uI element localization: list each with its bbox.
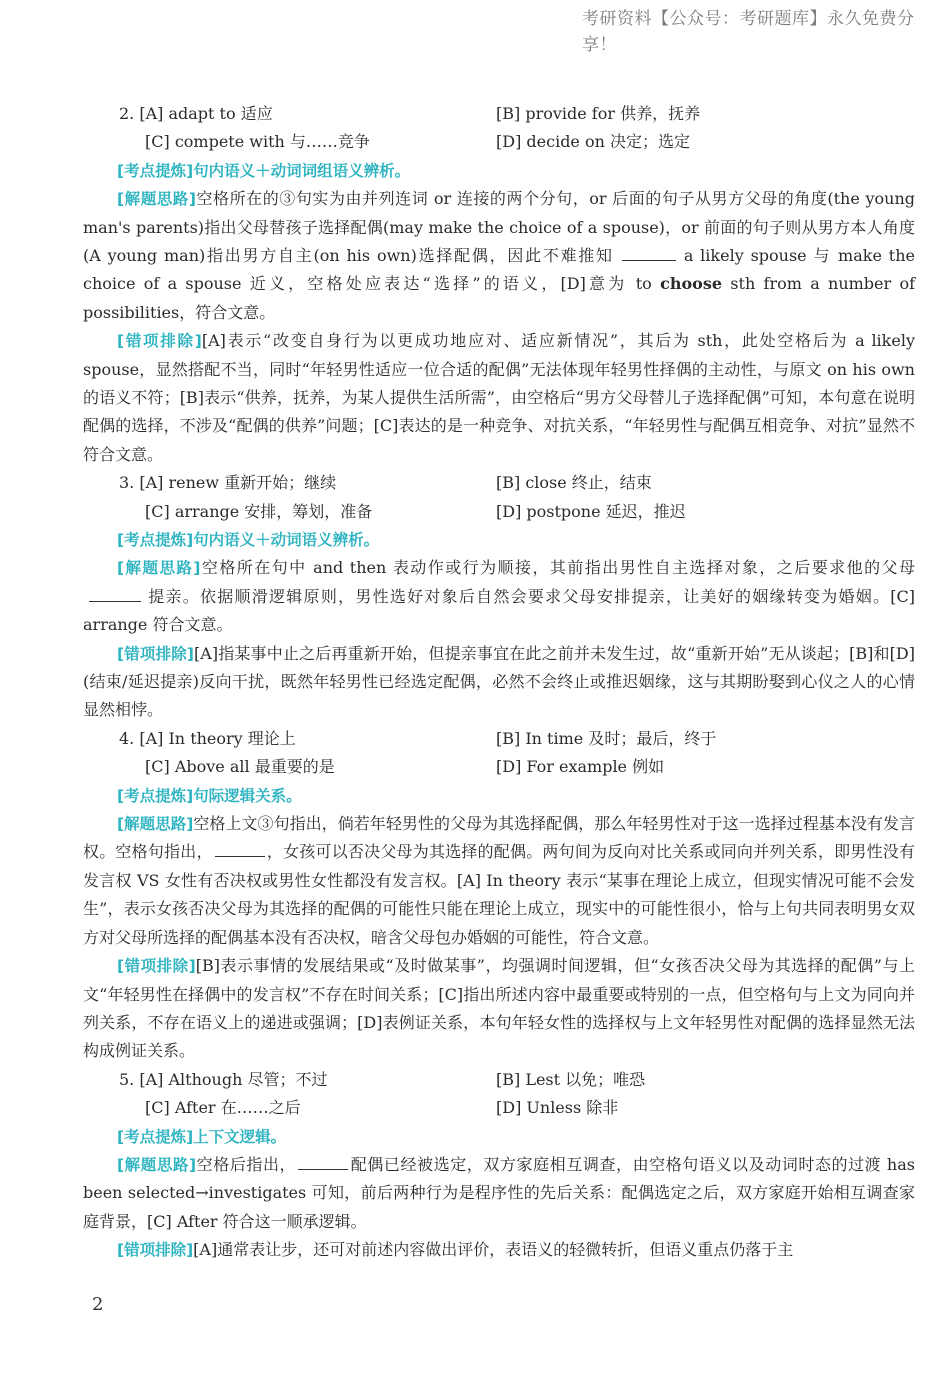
- option-d: [D] Unless 除非: [496, 1098, 619, 1118]
- jieti-text: 配偶已经被选定，双方家庭相互调查，由空格句语义以及动词时态的过渡 has been selected→investigates 可知，前后两种行为是程序性的先后关系：配偶选定之后，双方家庭开始相互调查家庭背景，[C] After 符合这一顺承逻辑。: [83, 1154, 915, 1231]
- watermark: 考研资料【公众号：考研题库】永久免费分享！: [582, 9, 915, 55]
- kaodian-text: 句内语义＋动词词组语义辨析。: [193, 161, 411, 180]
- kaodian-section: [83, 157, 915, 185]
- cuoxiang-tag: [错项排除]: [117, 644, 195, 663]
- option-b: [B] In time 及时；最后，终于: [496, 728, 717, 748]
- option-b: [B] close 终止，结束: [496, 473, 652, 493]
- answer-blank: [215, 842, 265, 857]
- kaodian-tag: [考点提炼]: [117, 1127, 194, 1146]
- kaodian-section: [83, 526, 915, 554]
- answer-blank: [298, 1155, 348, 1170]
- cuoxiang-tag: [错项排除]: [117, 1241, 194, 1260]
- kaodian-tag: [考点提炼]: [117, 161, 194, 180]
- page-number: 2: [92, 1294, 104, 1315]
- jieti-text: 空格所在句中 and then 表动作或行为顺接，其前指出男性自主选择对象，之后要求他的父母: [200, 558, 915, 578]
- question-5-options-row1: [83, 1066, 915, 1094]
- cuoxiang-section: [83, 952, 915, 1066]
- option-a: 5. [A] Although 尽管；不过: [119, 1069, 328, 1089]
- answer-blank: [89, 587, 141, 602]
- kaodian-tag: [考点提炼]: [117, 786, 194, 805]
- jieti-section: [83, 810, 915, 952]
- question-3-options-row2: [83, 498, 915, 526]
- option-a: 4. [A] In theory 理论上: [119, 728, 296, 748]
- jieti-tag: [解题思路]: [117, 190, 196, 209]
- kaodian-text: 句内语义＋动词语义辨析。: [193, 531, 380, 550]
- jieti-section: [83, 554, 915, 639]
- question-5-options-row2: [83, 1094, 915, 1122]
- jieti-text: ，女孩可以否决父母为其选择的配偶。两句间为反向对比关系或同向并列关系，即男性没有发言权 VS 女性有否决权或男性女性都没有发言权。[A] In theory 表示“某事在理论上成立，但现实情况可能不会发生”，表示女孩否决父母为其选择的配偶的可能性只能在理论上成立，现实中的可能性很小，恰与上句共同表明男女双方对父母所选择的配偶基本没有否决权，暗含父母包办婚姻的可能性，符合文意。: [83, 842, 915, 947]
- option-c: [C] Above all 最重要的是: [145, 757, 335, 777]
- answer-blank: [622, 246, 676, 261]
- jieti-tag: [解题思路]: [117, 1155, 197, 1174]
- jieti-text: 空格上文③句指出，倘若年轻男性的父母为其选择配偶，那么年轻男性对于这一选择过程基本没有发言权。空格句指出，: [83, 814, 915, 862]
- question-3-options-row1: [83, 469, 915, 497]
- jieti-section: [83, 1151, 915, 1236]
- option-d: [D] decide on 决定；选定: [496, 132, 691, 152]
- cuoxiang-section: [83, 327, 915, 469]
- option-d: [D] For example 例如: [496, 757, 665, 777]
- jieti-text: sth from a number of possibilities，符合文意。: [83, 274, 915, 322]
- cuoxiang-text: [A]通常表让步，还可对前述内容做出评价，表语义的轻微转折，但语义重点仍落于主: [193, 1240, 794, 1260]
- question-2-options-row1: [83, 100, 915, 128]
- option-d: [D] postpone 延迟，推迟: [496, 501, 686, 521]
- option-b: [B] provide for 供养，抚养: [496, 104, 701, 123]
- cuoxiang-text: [B]表示事情的发展结果或“及时做某事”，均强调时间逻辑，但“女孩否决父母为其选择的配偶”与上文“年轻男性在择偶中的发言权”不存在时间关系；[C]指出所述内容中最重要或特别的一点，但空格句与上文为同向并列关系，不存在语义上的递进或强调；[D]表例证关系，本句年轻女性的选择权与上文年轻男性对配偶的选择显然无法构成例证关系。: [83, 956, 916, 1061]
- jieti-text: 空格所在的③句实为由并列连词 or 连接的两个分句，or 后面的句子从男方父母的角度(the young man's parents)指出父母替孩子选择配偶(may make the choice of a spouse)，or 前面的句子则从男方本人角度(A young man)指出男方自主(on his own)选择配偶，因此不难推知: [83, 189, 915, 265]
- question-2-options-row2: [83, 128, 915, 156]
- page-body: [83, 100, 915, 1265]
- kaodian-tag: [考点提炼]: [117, 531, 194, 550]
- jieti-text: 空格后指出，: [196, 1154, 297, 1174]
- kaodian-text: 上下文逻辑。: [193, 1127, 287, 1146]
- cuoxiang-text: [A]指某事中止之后再重新开始，但提亲事宜在此之前并未发生过，故“重新开始”无从谈起；[B]和[D](结束/延迟提亲)反向干扰，既然年轻男性已经选定配偶，必然不会终止或推迟姻缘，这与其期盼娶到心仪之人的心情显然相悖。: [83, 643, 915, 720]
- question-4-options-row2: [83, 753, 915, 781]
- cuoxiang-tag: [错项排除]: [117, 957, 196, 976]
- option-a: 3. [A] renew 重新开始；继续: [119, 473, 337, 493]
- jieti-text: 提亲。依据顺滑逻辑原则，男性选好对象后自然会要求父母安排提亲，让美好的姻缘转变为婚姻。[C] arrange 符合文意。: [83, 586, 915, 635]
- option-c: [C] compete with 与……竞争: [145, 132, 370, 152]
- cuoxiang-text: [A]表示“改变自身行为以更成功地应对、适应新情况”，其后为 sth，此处空格后为 a likely spouse，显然搭配不当，同时“年轻男性适应一位合适的配偶”无法体现年轻男性择偶的主动性，与原文 on his own 的语义不符；[B]表示“供养，抚养，为某人提供生活所需”，由空格后“男方父母替儿子选择配偶”可知，本句意在说明配偶的选择，不涉及“配偶的供养”问题；[C]表达的是一种竞争、对抗关系，“年轻男性与配偶互相竞争、对抗”显然不符合文意。: [83, 331, 915, 464]
- option-a: 2. [A] adapt to 适应: [119, 104, 273, 123]
- jieti-tag: [解题思路]: [117, 559, 201, 578]
- jieti-tag: [解题思路]: [117, 815, 194, 834]
- kaodian-section: [83, 1123, 915, 1151]
- jieti-text: a likely spouse 与 make the choice of a spouse 近义，空格处应表达“选择”的语义，[D]意为 to: [83, 246, 915, 294]
- cuoxiang-section: [83, 640, 915, 725]
- option-c: [C] arrange 安排，筹划，准备: [145, 501, 373, 521]
- kaodian-section: [83, 782, 915, 810]
- jieti-section: [83, 185, 915, 327]
- cuoxiang-section: [83, 1236, 915, 1264]
- kaodian-text: 句际逻辑关系。: [193, 786, 302, 805]
- question-4-options-row1: [83, 725, 915, 753]
- option-c: [C] After 在……之后: [145, 1098, 301, 1118]
- emphasis-word: choose: [660, 274, 722, 294]
- option-b: [B] Lest 以免；唯恐: [496, 1069, 646, 1089]
- cuoxiang-tag: [错项排除]: [117, 332, 202, 351]
